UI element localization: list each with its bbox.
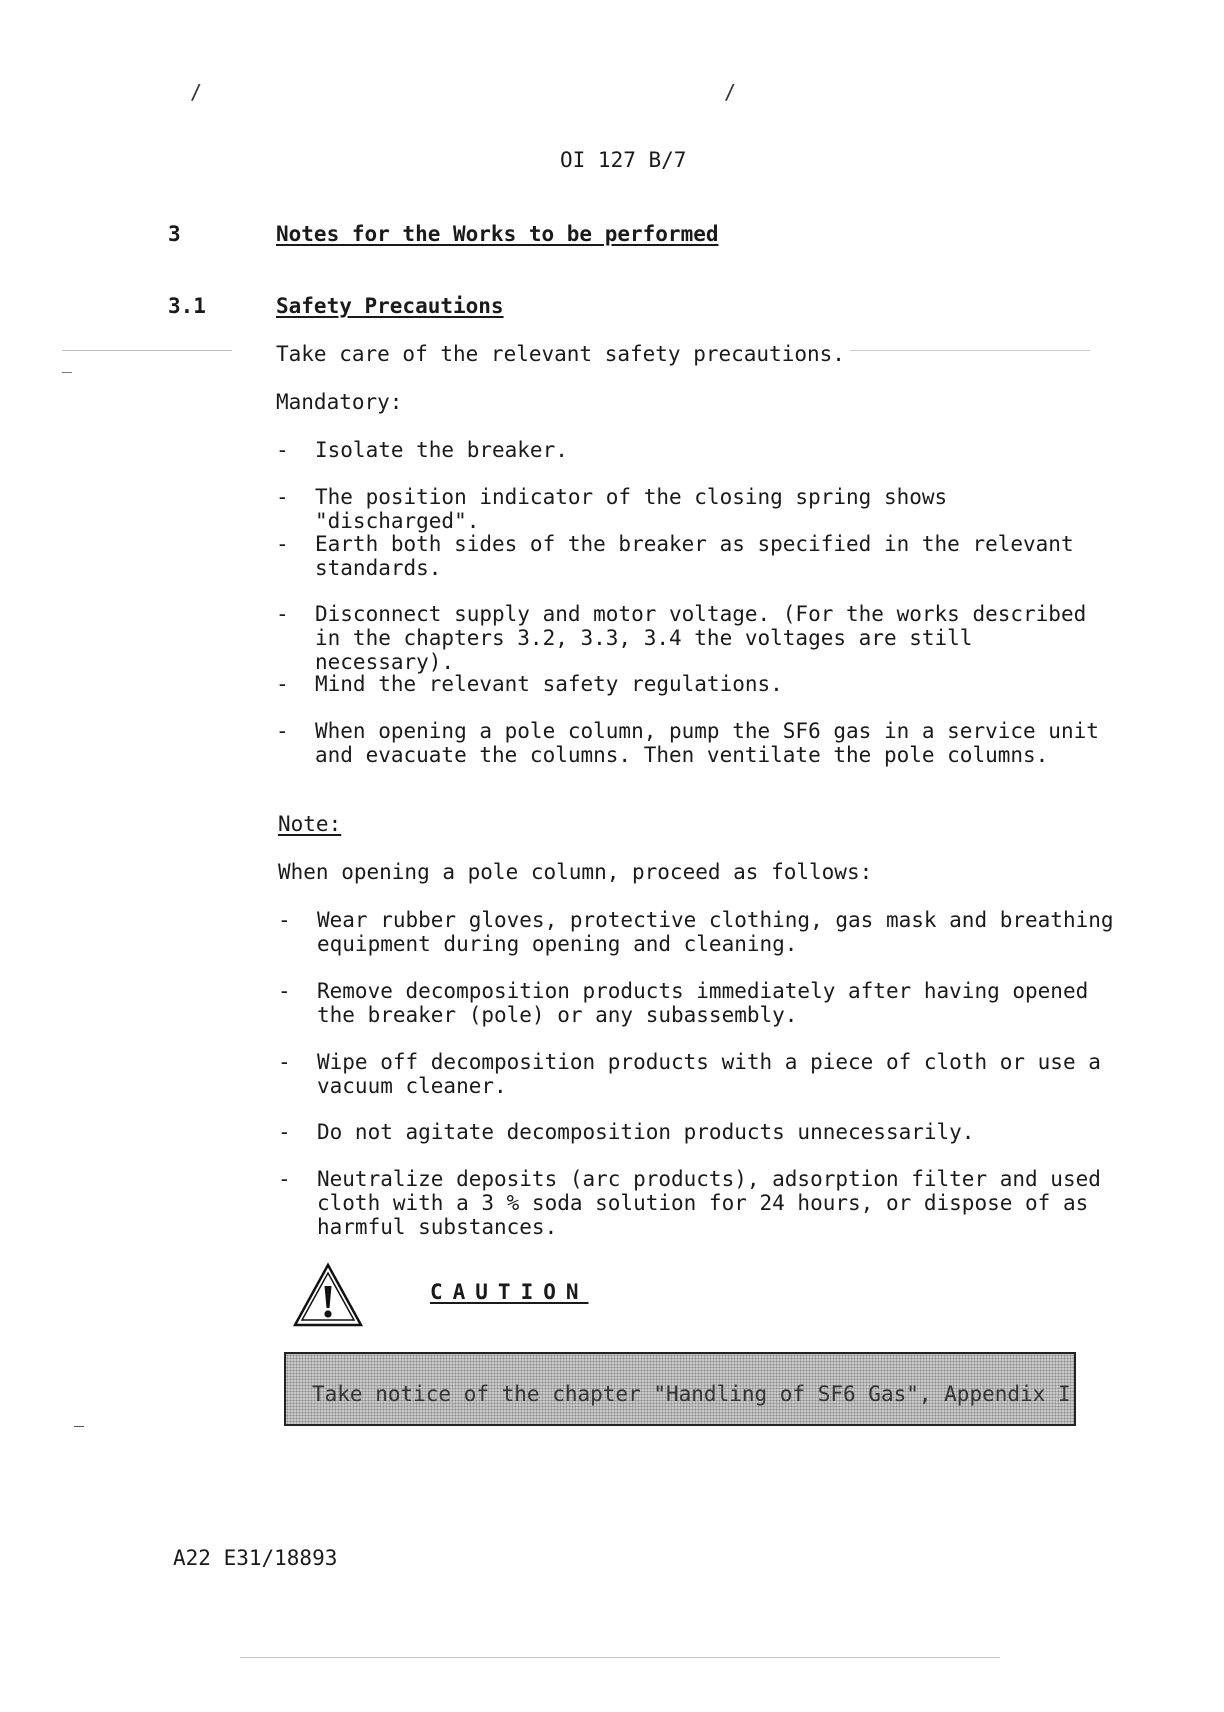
list-item (276, 602, 1115, 674)
bullet-dash: - (276, 438, 289, 462)
scan-mark (62, 372, 72, 373)
caution-label: CAUTION (430, 1280, 589, 1304)
bullet-dash: - (276, 602, 289, 626)
list-item-text: When opening a pole column, pump the SF6 gas in a service unit and evacuate the columns. Then ventilate the pole columns. (315, 719, 1099, 767)
scan-mark (240, 1657, 1000, 1658)
scan-mark (850, 350, 1090, 351)
header-slash-left: / (190, 80, 203, 104)
list-item (276, 532, 1115, 580)
list-item (276, 438, 1115, 462)
list-item (278, 908, 1117, 956)
mandatory-label: Mandatory: (276, 390, 403, 414)
bullet-dash: - (278, 1167, 291, 1191)
section-3-1-title: Safety Precautions (276, 294, 504, 318)
footer-code: A22 E31/18893 (173, 1546, 338, 1570)
list-item (278, 1050, 1117, 1098)
caution-notice-box (284, 1352, 1076, 1426)
bullet-dash: - (276, 672, 289, 696)
list-item-text: Remove decomposition products immediately after having opened the breaker (pole) or any subassembly. (317, 979, 1089, 1027)
list-item-text: Isolate the breaker. (315, 438, 568, 462)
warning-triangle-icon (292, 1262, 364, 1328)
list-item (276, 672, 1115, 696)
scan-mark (62, 350, 232, 351)
section-3-1-number: 3.1 (168, 294, 206, 318)
bullet-dash: - (276, 485, 289, 509)
caution-notice-text: Take notice of the chapter "Handling of SF6 Gas", Appendix I (312, 1382, 1071, 1406)
list-item-text: Wipe off decomposition products with a piece of cloth or use a vacuum cleaner. (317, 1050, 1101, 1098)
note-intro: When opening a pole column, proceed as follows: (278, 860, 873, 884)
bullet-dash: - (278, 979, 291, 1003)
list-item-text: The position indicator of the closing spring shows "discharged". (315, 485, 948, 533)
document-reference: OI 127 B/7 (560, 148, 687, 172)
list-item (278, 979, 1117, 1027)
list-item (276, 719, 1115, 767)
bullet-dash: - (276, 532, 289, 556)
bullet-dash: - (276, 719, 289, 743)
list-item-text: Earth both sides of the breaker as specified in the relevant standards. (315, 532, 1074, 580)
list-item (276, 485, 1115, 533)
list-item-text: Wear rubber gloves, protective clothing, gas mask and breathing equipment during opening and cleaning. (317, 908, 1114, 956)
header-slash-mid: / (724, 80, 737, 104)
note-label: Note: (278, 812, 342, 836)
list-item-text: Do not agitate decomposition products unnecessarily. (317, 1120, 975, 1144)
list-item (278, 1167, 1117, 1239)
list-item-text: Disconnect supply and motor voltage. (For the works described in the chapters 3.2, 3.3, 3.4 the voltages are still necessary). (315, 602, 1087, 674)
section-3-title: Notes for the Works to be performed (276, 222, 719, 246)
section-3-number: 3 (168, 222, 181, 246)
bullet-dash: - (278, 908, 291, 932)
safety-intro: Take care of the relevant safety precautions. (276, 342, 845, 366)
list-item (278, 1120, 1117, 1144)
scan-mark (74, 1426, 84, 1427)
bullet-dash: - (278, 1050, 291, 1074)
list-item-text: Neutralize deposits (arc products), adsorption filter and used cloth with a 3 % soda solution for 24 hours, or dispose of as harmful substances. (317, 1167, 1101, 1239)
bullet-dash: - (278, 1120, 291, 1144)
list-item-text: Mind the relevant safety regulations. (315, 672, 783, 696)
